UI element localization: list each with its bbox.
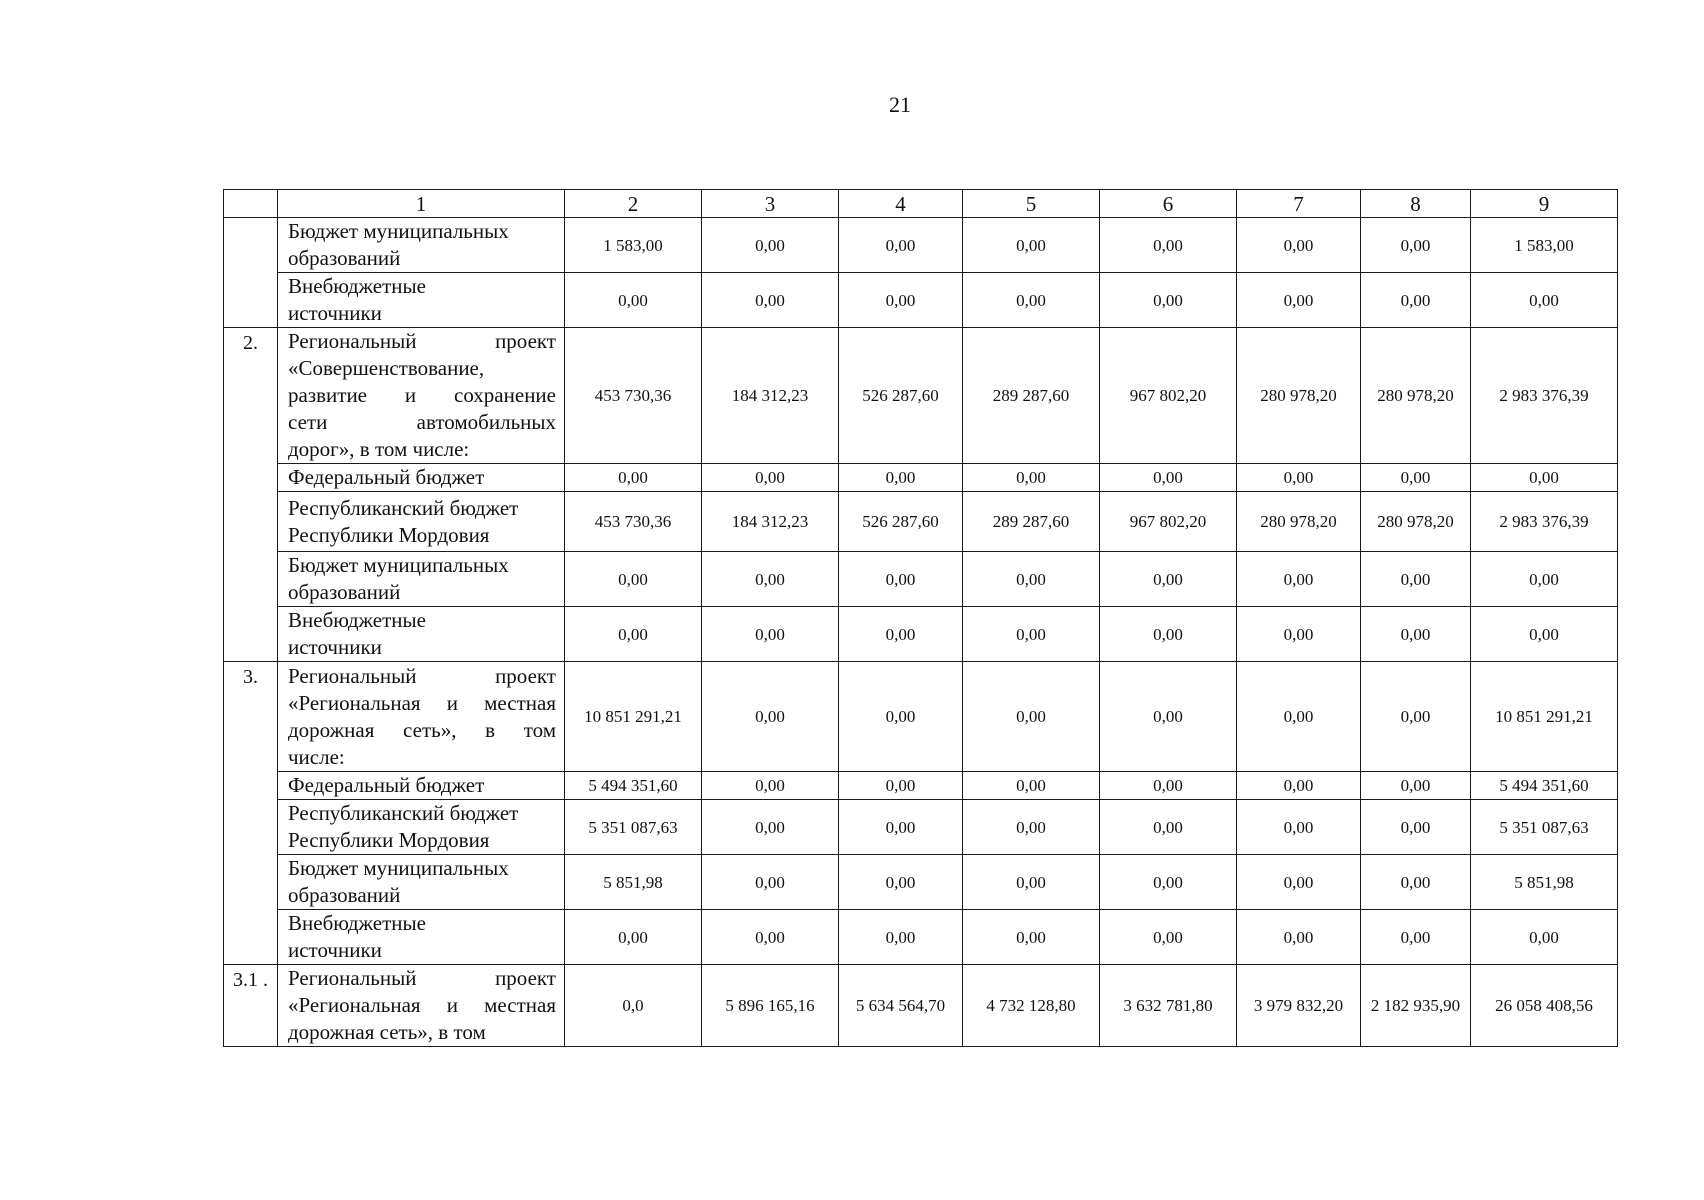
value-cell: 0,00 bbox=[1471, 910, 1618, 965]
value-cell: 0,00 bbox=[702, 218, 839, 273]
row-index-cell bbox=[224, 218, 278, 328]
row-label-line: Республики Мордовия bbox=[288, 828, 490, 852]
table-row bbox=[224, 552, 1618, 607]
row-label-line: числе: bbox=[288, 744, 345, 769]
value-cell: 0,00 bbox=[702, 772, 839, 800]
value-cell: 0,00 bbox=[1237, 662, 1361, 772]
row-label-line: образований bbox=[288, 883, 401, 907]
value-cell: 0,00 bbox=[963, 273, 1100, 328]
row-label-line: Федеральный бюджет bbox=[288, 773, 485, 797]
value-cell: 0,00 bbox=[1237, 607, 1361, 662]
row-label-cell bbox=[278, 910, 565, 965]
value-cell: 0,00 bbox=[1471, 607, 1618, 662]
row-label-line: Бюджет муниципальных bbox=[288, 219, 509, 243]
value-cell: 2 983 376,39 bbox=[1471, 492, 1618, 552]
value-cell: 5 896 165,16 bbox=[702, 965, 839, 1047]
value-cell: 280 978,20 bbox=[1361, 328, 1471, 464]
value-cell: 453 730,36 bbox=[565, 328, 702, 464]
table-row bbox=[224, 965, 1618, 1047]
value-cell: 0,00 bbox=[1100, 855, 1237, 910]
value-cell: 0,00 bbox=[839, 218, 963, 273]
header-cell: 5 bbox=[963, 190, 1100, 218]
table-row bbox=[224, 218, 1618, 273]
value-cell: 0,00 bbox=[1237, 464, 1361, 492]
value-cell: 0,00 bbox=[963, 552, 1100, 607]
row-label-cell bbox=[278, 328, 565, 464]
row-label-cell bbox=[278, 607, 565, 662]
table-row bbox=[224, 772, 1618, 800]
value-cell: 0,00 bbox=[565, 607, 702, 662]
value-cell: 0,00 bbox=[702, 464, 839, 492]
row-index-cell: 3.1 . bbox=[224, 965, 278, 1047]
value-cell: 0,00 bbox=[963, 662, 1100, 772]
value-cell: 0,00 bbox=[1100, 552, 1237, 607]
value-cell: 0,00 bbox=[1100, 607, 1237, 662]
value-cell: 0,00 bbox=[1361, 273, 1471, 328]
value-cell: 0,00 bbox=[963, 800, 1100, 855]
row-label-line: источники bbox=[288, 938, 382, 962]
value-cell: 0,00 bbox=[1361, 464, 1471, 492]
value-cell: 26 058 408,56 bbox=[1471, 965, 1618, 1047]
value-cell: 0,00 bbox=[565, 464, 702, 492]
value-cell: 0,00 bbox=[1361, 607, 1471, 662]
value-cell: 0,00 bbox=[1361, 800, 1471, 855]
table-row bbox=[224, 855, 1618, 910]
header-cell: 7 bbox=[1237, 190, 1361, 218]
value-cell: 0,00 bbox=[1100, 662, 1237, 772]
value-cell: 0,00 bbox=[839, 662, 963, 772]
row-label-line: Региональный проект bbox=[288, 966, 556, 990]
value-cell: 0,00 bbox=[839, 855, 963, 910]
row-label-line: Внебюджетные bbox=[288, 911, 426, 935]
value-cell: 0,00 bbox=[839, 772, 963, 800]
value-cell: 0,00 bbox=[963, 464, 1100, 492]
value-cell: 526 287,60 bbox=[839, 328, 963, 464]
value-cell: 0,00 bbox=[702, 910, 839, 965]
row-label-cell bbox=[278, 552, 565, 607]
row-label-line: дорожная сеть», в том bbox=[288, 1020, 486, 1044]
table-row bbox=[224, 492, 1618, 552]
row-label-cell bbox=[278, 800, 565, 855]
value-cell: 0,00 bbox=[839, 607, 963, 662]
value-cell: 0,00 bbox=[1237, 772, 1361, 800]
row-index-cell: 2. bbox=[224, 328, 278, 662]
value-cell: 184 312,23 bbox=[702, 328, 839, 464]
value-cell: 0,00 bbox=[1361, 218, 1471, 273]
row-label-cell bbox=[278, 855, 565, 910]
value-cell: 0,00 bbox=[702, 800, 839, 855]
row-label-line: «Совершенствование, bbox=[288, 356, 485, 380]
value-cell: 10 851 291,21 bbox=[1471, 662, 1618, 772]
row-label-line: источники bbox=[288, 635, 382, 659]
value-cell: 5 851,98 bbox=[1471, 855, 1618, 910]
row-label-line: Республиканский бюджет bbox=[288, 801, 519, 825]
row-label-line: дорожная сеть», в том bbox=[288, 717, 556, 742]
value-cell: 0,00 bbox=[702, 273, 839, 328]
value-cell: 3 979 832,20 bbox=[1237, 965, 1361, 1047]
table-row bbox=[224, 662, 1618, 772]
value-cell: 0,00 bbox=[963, 218, 1100, 273]
value-cell: 0,00 bbox=[1471, 464, 1618, 492]
value-cell: 4 732 128,80 bbox=[963, 965, 1100, 1047]
value-cell: 0,00 bbox=[963, 607, 1100, 662]
header-cell: 9 bbox=[1471, 190, 1618, 218]
row-label-cell bbox=[278, 218, 565, 273]
value-cell: 0,00 bbox=[702, 855, 839, 910]
row-label-line: дорог», в том числе: bbox=[288, 437, 470, 461]
value-cell: 0,00 bbox=[1361, 662, 1471, 772]
row-label-line: Региональный проект bbox=[288, 329, 556, 353]
value-cell: 0,00 bbox=[565, 273, 702, 328]
row-label-line: «Региональная и местная bbox=[288, 690, 556, 715]
value-cell: 289 287,60 bbox=[963, 492, 1100, 552]
value-cell: 967 802,20 bbox=[1100, 328, 1237, 464]
row-label-line: Региональный проект bbox=[288, 663, 556, 688]
value-cell: 0,00 bbox=[963, 910, 1100, 965]
value-cell: 0,00 bbox=[702, 662, 839, 772]
header-cell: 2 bbox=[565, 190, 702, 218]
value-cell: 1 583,00 bbox=[565, 218, 702, 273]
value-cell: 184 312,23 bbox=[702, 492, 839, 552]
value-cell: 0,00 bbox=[1100, 800, 1237, 855]
value-cell: 0,00 bbox=[1237, 552, 1361, 607]
row-index-cell: 3. bbox=[224, 662, 278, 965]
header-cell: 6 bbox=[1100, 190, 1237, 218]
value-cell: 526 287,60 bbox=[839, 492, 963, 552]
value-cell: 5 851,98 bbox=[565, 855, 702, 910]
value-cell: 0,00 bbox=[1237, 218, 1361, 273]
value-cell: 5 351 087,63 bbox=[565, 800, 702, 855]
value-cell: 280 978,20 bbox=[1237, 328, 1361, 464]
value-cell: 2 983 376,39 bbox=[1471, 328, 1618, 464]
value-cell: 5 634 564,70 bbox=[839, 965, 963, 1047]
value-cell: 0,00 bbox=[1237, 910, 1361, 965]
value-cell: 0,00 bbox=[1361, 552, 1471, 607]
value-cell: 1 583,00 bbox=[1471, 218, 1618, 273]
value-cell: 0,00 bbox=[839, 552, 963, 607]
value-cell: 0,00 bbox=[1361, 855, 1471, 910]
value-cell: 0,00 bbox=[963, 855, 1100, 910]
value-cell: 280 978,20 bbox=[1237, 492, 1361, 552]
value-cell: 0,00 bbox=[1361, 772, 1471, 800]
row-label-line: Федеральный бюджет bbox=[288, 465, 485, 489]
value-cell: 0,00 bbox=[963, 772, 1100, 800]
row-label-cell bbox=[278, 662, 565, 772]
row-label-cell bbox=[278, 464, 565, 492]
value-cell: 0,00 bbox=[839, 273, 963, 328]
value-cell: 5 494 351,60 bbox=[565, 772, 702, 800]
row-label-cell bbox=[278, 273, 565, 328]
header-row bbox=[224, 190, 1618, 218]
row-label-line: Бюджет муниципальных bbox=[288, 553, 509, 577]
value-cell: 0,00 bbox=[1361, 910, 1471, 965]
row-label-line: Внебюджетные bbox=[288, 274, 426, 298]
value-cell: 0,00 bbox=[839, 464, 963, 492]
page-number: 21 bbox=[889, 92, 911, 117]
row-label-cell bbox=[278, 772, 565, 800]
row-label-cell bbox=[278, 965, 565, 1047]
value-cell: 0,00 bbox=[1237, 855, 1361, 910]
value-cell: 0,00 bbox=[1237, 273, 1361, 328]
table-row bbox=[224, 328, 1618, 464]
row-label-line: сети автомобильных bbox=[288, 410, 556, 434]
value-cell: 0,00 bbox=[1237, 800, 1361, 855]
value-cell: 0,00 bbox=[1100, 464, 1237, 492]
value-cell: 0,00 bbox=[1100, 772, 1237, 800]
table-row bbox=[224, 607, 1618, 662]
value-cell: 5 494 351,60 bbox=[1471, 772, 1618, 800]
value-cell: 0,00 bbox=[702, 552, 839, 607]
value-cell: 10 851 291,21 bbox=[565, 662, 702, 772]
value-cell: 0,00 bbox=[1471, 552, 1618, 607]
value-cell: 0,00 bbox=[839, 910, 963, 965]
value-cell: 0,00 bbox=[565, 552, 702, 607]
value-cell: 0,00 bbox=[839, 800, 963, 855]
value-cell: 3 632 781,80 bbox=[1100, 965, 1237, 1047]
header-cell: 1 bbox=[278, 190, 565, 218]
value-cell: 2 182 935,90 bbox=[1361, 965, 1471, 1047]
table-row bbox=[224, 273, 1618, 328]
value-cell: 5 351 087,63 bbox=[1471, 800, 1618, 855]
value-cell: 0,00 bbox=[702, 607, 839, 662]
row-label-line: Республики Мордовия bbox=[288, 522, 490, 547]
table-row bbox=[224, 800, 1618, 855]
header-cell: 3 bbox=[702, 190, 839, 218]
row-label-line: развитие и сохранение bbox=[288, 383, 556, 407]
header-cell: 8 bbox=[1361, 190, 1471, 218]
row-label-line: образований bbox=[288, 580, 401, 604]
value-cell: 0,00 bbox=[1100, 218, 1237, 273]
value-cell: 0,00 bbox=[1471, 273, 1618, 328]
row-label-line: источники bbox=[288, 301, 382, 325]
value-cell: 453 730,36 bbox=[565, 492, 702, 552]
row-label-line: Внебюджетные bbox=[288, 608, 426, 632]
row-label-line: Бюджет муниципальных bbox=[288, 856, 509, 880]
value-cell: 967 802,20 bbox=[1100, 492, 1237, 552]
value-cell: 0,0 bbox=[565, 965, 702, 1047]
row-label-cell bbox=[278, 492, 565, 552]
value-cell: 280 978,20 bbox=[1361, 492, 1471, 552]
value-cell: 0,00 bbox=[565, 910, 702, 965]
row-label-line: Республиканский бюджет bbox=[288, 495, 519, 520]
header-blank-cell bbox=[224, 190, 278, 218]
header-cell: 4 bbox=[839, 190, 963, 218]
value-cell: 0,00 bbox=[1100, 273, 1237, 328]
value-cell: 289 287,60 bbox=[963, 328, 1100, 464]
budget-table bbox=[223, 189, 1618, 1047]
table-row bbox=[224, 464, 1618, 492]
row-label-line: образований bbox=[288, 246, 401, 270]
table-row bbox=[224, 910, 1618, 965]
row-label-line: «Региональная и местная bbox=[288, 993, 556, 1017]
value-cell: 0,00 bbox=[1100, 910, 1237, 965]
